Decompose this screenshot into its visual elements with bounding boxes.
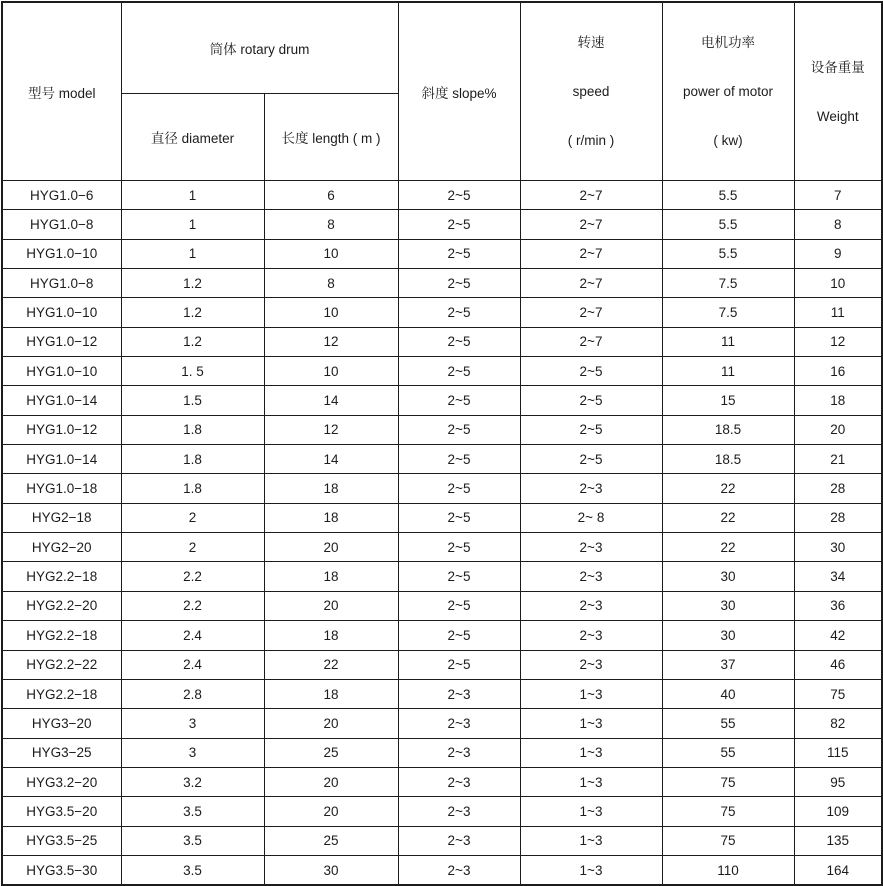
header-length: 长度 length ( m ) [264, 94, 398, 181]
cell-weight: 95 [794, 767, 882, 796]
cell-weight: 28 [794, 503, 882, 532]
cell-slope: 2~5 [398, 503, 520, 532]
cell-length: 25 [264, 738, 398, 767]
table-row [2, 650, 882, 679]
cell-weight: 82 [794, 709, 882, 738]
cell-model: HYG3.5−25 [2, 826, 121, 855]
header-slope: 斜度 slope% [398, 2, 520, 181]
header-rotary-drum-group: 筒体 rotary drum [121, 2, 398, 94]
cell-power: 75 [662, 797, 794, 826]
cell-speed: 1~3 [520, 797, 662, 826]
cell-diameter: 1.8 [121, 474, 264, 503]
cell-power: 75 [662, 826, 794, 855]
cell-diameter: 3.2 [121, 767, 264, 796]
cell-model: HYG1.0−14 [2, 445, 121, 474]
cell-weight: 18 [794, 386, 882, 415]
cell-weight: 109 [794, 797, 882, 826]
cell-diameter: 1.5 [121, 386, 264, 415]
cell-model: HYG2.2−22 [2, 650, 121, 679]
cell-model: HYG1.0−12 [2, 415, 121, 444]
cell-length: 18 [264, 474, 398, 503]
cell-speed: 2~7 [520, 269, 662, 298]
header-speed [520, 2, 662, 181]
cell-diameter: 1. 5 [121, 357, 264, 386]
table-row [2, 562, 882, 591]
cell-slope: 2~5 [398, 210, 520, 239]
cell-speed: 2~3 [520, 474, 662, 503]
cell-power: 30 [662, 562, 794, 591]
cell-weight: 8 [794, 210, 882, 239]
table-row [2, 503, 882, 532]
cell-slope: 2~5 [398, 474, 520, 503]
cell-power: 11 [662, 357, 794, 386]
cell-length: 20 [264, 533, 398, 562]
cell-length: 22 [264, 650, 398, 679]
cell-model: HYG1.0−8 [2, 210, 121, 239]
cell-diameter: 3 [121, 709, 264, 738]
cell-slope: 2~5 [398, 415, 520, 444]
cell-model: HYG1.0−8 [2, 269, 121, 298]
table-row [2, 621, 882, 650]
cell-weight: 7 [794, 181, 882, 210]
cell-power: 55 [662, 738, 794, 767]
table-row [2, 386, 882, 415]
cell-model: HYG2.2−18 [2, 621, 121, 650]
cell-model: HYG3.5−20 [2, 797, 121, 826]
cell-model: HYG2.2−18 [2, 679, 121, 708]
cell-speed: 2~7 [520, 181, 662, 210]
cell-slope: 2~5 [398, 533, 520, 562]
cell-slope: 2~5 [398, 562, 520, 591]
cell-diameter: 1 [121, 210, 264, 239]
cell-slope: 2~5 [398, 357, 520, 386]
cell-slope: 2~5 [398, 181, 520, 210]
cell-diameter: 1.2 [121, 269, 264, 298]
cell-weight: 75 [794, 679, 882, 708]
cell-slope: 2~5 [398, 650, 520, 679]
cell-power: 15 [662, 386, 794, 415]
cell-weight: 135 [794, 826, 882, 855]
cell-slope: 2~3 [398, 679, 520, 708]
table-row [2, 327, 882, 356]
cell-length: 8 [264, 269, 398, 298]
cell-power: 22 [662, 533, 794, 562]
rotary-drum-spec-table [1, 1, 883, 886]
header-speed-line-cn: 转速 [577, 35, 605, 50]
cell-speed: 2~7 [520, 327, 662, 356]
cell-length: 10 [264, 298, 398, 327]
cell-slope: 2~3 [398, 797, 520, 826]
cell-length: 20 [264, 709, 398, 738]
cell-weight: 30 [794, 533, 882, 562]
cell-power: 110 [662, 855, 794, 885]
cell-power: 40 [662, 679, 794, 708]
cell-weight: 34 [794, 562, 882, 591]
table-row [2, 210, 882, 239]
cell-length: 25 [264, 826, 398, 855]
cell-model: HYG1.0−10 [2, 298, 121, 327]
cell-slope: 2~3 [398, 855, 520, 885]
cell-power: 18.5 [662, 415, 794, 444]
cell-power: 7.5 [662, 298, 794, 327]
cell-diameter: 3.5 [121, 826, 264, 855]
table-row [2, 181, 882, 210]
cell-diameter: 3.5 [121, 855, 264, 885]
cell-length: 20 [264, 767, 398, 796]
header-weight-line-en: Weight [816, 108, 859, 124]
cell-diameter: 1 [121, 181, 264, 210]
cell-model: HYG3−20 [2, 709, 121, 738]
cell-length: 20 [264, 797, 398, 826]
cell-model: HYG2.2−20 [2, 591, 121, 620]
cell-length: 8 [264, 210, 398, 239]
header-speed-line-unit: ( r/min ) [567, 133, 615, 148]
cell-length: 10 [264, 357, 398, 386]
cell-diameter: 2.2 [121, 591, 264, 620]
cell-slope: 2~5 [398, 386, 520, 415]
header-diameter: 直径 diameter [121, 94, 264, 181]
header-model: 型号 model [2, 2, 121, 181]
spec-sheet-page [0, 1, 882, 878]
table-row [2, 709, 882, 738]
table-header [2, 2, 882, 181]
cell-speed: 1~3 [520, 709, 662, 738]
cell-model: HYG1.0−10 [2, 239, 121, 268]
cell-length: 18 [264, 503, 398, 532]
cell-speed: 2~3 [520, 650, 662, 679]
header-power-line-unit: ( kw) [713, 133, 743, 148]
cell-speed: 2~7 [520, 298, 662, 327]
table-row [2, 826, 882, 855]
cell-weight: 28 [794, 474, 882, 503]
cell-weight: 12 [794, 327, 882, 356]
table-row [2, 415, 882, 444]
cell-length: 18 [264, 679, 398, 708]
cell-length: 6 [264, 181, 398, 210]
cell-speed: 1~3 [520, 738, 662, 767]
table-row [2, 767, 882, 796]
cell-speed: 2~5 [520, 445, 662, 474]
cell-weight: 9 [794, 239, 882, 268]
cell-power: 22 [662, 474, 794, 503]
cell-length: 14 [264, 445, 398, 474]
cell-power: 11 [662, 327, 794, 356]
header-weight [794, 2, 882, 181]
header-power [662, 2, 794, 181]
table-row [2, 474, 882, 503]
cell-speed: 2~7 [520, 239, 662, 268]
cell-speed: 2~5 [520, 415, 662, 444]
cell-slope: 2~5 [398, 327, 520, 356]
cell-model: HYG2−18 [2, 503, 121, 532]
cell-slope: 2~3 [398, 738, 520, 767]
cell-weight: 21 [794, 445, 882, 474]
table-row [2, 239, 882, 268]
cell-power: 7.5 [662, 269, 794, 298]
cell-slope: 2~3 [398, 826, 520, 855]
cell-power: 30 [662, 621, 794, 650]
cell-length: 30 [264, 855, 398, 885]
cell-slope: 2~5 [398, 298, 520, 327]
cell-power: 5.5 [662, 181, 794, 210]
cell-length: 18 [264, 621, 398, 650]
cell-diameter: 1.2 [121, 327, 264, 356]
cell-power: 55 [662, 709, 794, 738]
table-row [2, 269, 882, 298]
cell-speed: 1~3 [520, 855, 662, 885]
cell-weight: 164 [794, 855, 882, 885]
cell-model: HYG1.0−18 [2, 474, 121, 503]
cell-diameter: 2.8 [121, 679, 264, 708]
header-power-line-en: power of motor [682, 84, 774, 99]
cell-model: HYG3.5−30 [2, 855, 121, 885]
cell-weight: 36 [794, 591, 882, 620]
cell-speed: 2~5 [520, 386, 662, 415]
cell-power: 5.5 [662, 210, 794, 239]
cell-diameter: 1.2 [121, 298, 264, 327]
cell-diameter: 2.2 [121, 562, 264, 591]
cell-model: HYG1.0−10 [2, 357, 121, 386]
cell-weight: 46 [794, 650, 882, 679]
cell-slope: 2~5 [398, 591, 520, 620]
cell-length: 12 [264, 327, 398, 356]
cell-power: 18.5 [662, 445, 794, 474]
cell-speed: 2~7 [520, 210, 662, 239]
cell-length: 18 [264, 562, 398, 591]
cell-power: 30 [662, 591, 794, 620]
table-row [2, 445, 882, 474]
cell-speed: 2~3 [520, 562, 662, 591]
cell-diameter: 3.5 [121, 797, 264, 826]
cell-model: HYG2.2−18 [2, 562, 121, 591]
table-row [2, 855, 882, 885]
cell-slope: 2~3 [398, 767, 520, 796]
table-row [2, 298, 882, 327]
cell-length: 12 [264, 415, 398, 444]
cell-diameter: 2 [121, 503, 264, 532]
cell-slope: 2~5 [398, 445, 520, 474]
cell-speed: 2~3 [520, 591, 662, 620]
cell-power: 75 [662, 767, 794, 796]
cell-diameter: 1 [121, 239, 264, 268]
cell-speed: 1~3 [520, 679, 662, 708]
cell-speed: 1~3 [520, 767, 662, 796]
cell-diameter: 2 [121, 533, 264, 562]
cell-speed: 2~3 [520, 621, 662, 650]
cell-weight: 10 [794, 269, 882, 298]
cell-slope: 2~5 [398, 621, 520, 650]
cell-weight: 42 [794, 621, 882, 650]
cell-weight: 11 [794, 298, 882, 327]
cell-diameter: 1.8 [121, 415, 264, 444]
cell-weight: 16 [794, 357, 882, 386]
table-row [2, 679, 882, 708]
cell-length: 20 [264, 591, 398, 620]
table-row [2, 591, 882, 620]
cell-model: HYG3.2−20 [2, 767, 121, 796]
table-row [2, 357, 882, 386]
cell-speed: 2~3 [520, 533, 662, 562]
cell-length: 14 [264, 386, 398, 415]
cell-speed: 1~3 [520, 826, 662, 855]
table-row [2, 533, 882, 562]
cell-weight: 115 [794, 738, 882, 767]
header-speed-line-en: speed [572, 84, 610, 99]
cell-slope: 2~3 [398, 709, 520, 738]
cell-weight: 20 [794, 415, 882, 444]
cell-slope: 2~5 [398, 269, 520, 298]
cell-power: 37 [662, 650, 794, 679]
table-row [2, 738, 882, 767]
header-power-line-cn: 电机功率 [701, 35, 755, 50]
cell-model: HYG1.0−14 [2, 386, 121, 415]
cell-model: HYG2−20 [2, 533, 121, 562]
cell-diameter: 2.4 [121, 650, 264, 679]
cell-model: HYG1.0−6 [2, 181, 121, 210]
table-row [2, 797, 882, 826]
cell-diameter: 3 [121, 738, 264, 767]
cell-diameter: 2.4 [121, 621, 264, 650]
cell-diameter: 1.8 [121, 445, 264, 474]
cell-model: HYG1.0−12 [2, 327, 121, 356]
cell-length: 10 [264, 239, 398, 268]
cell-power: 5.5 [662, 239, 794, 268]
header-weight-line-cn: 设备重量 [810, 59, 865, 75]
cell-power: 22 [662, 503, 794, 532]
table-body [2, 181, 882, 886]
cell-slope: 2~5 [398, 239, 520, 268]
cell-speed: 2~5 [520, 357, 662, 386]
cell-speed: 2~ 8 [520, 503, 662, 532]
cell-model: HYG3−25 [2, 738, 121, 767]
